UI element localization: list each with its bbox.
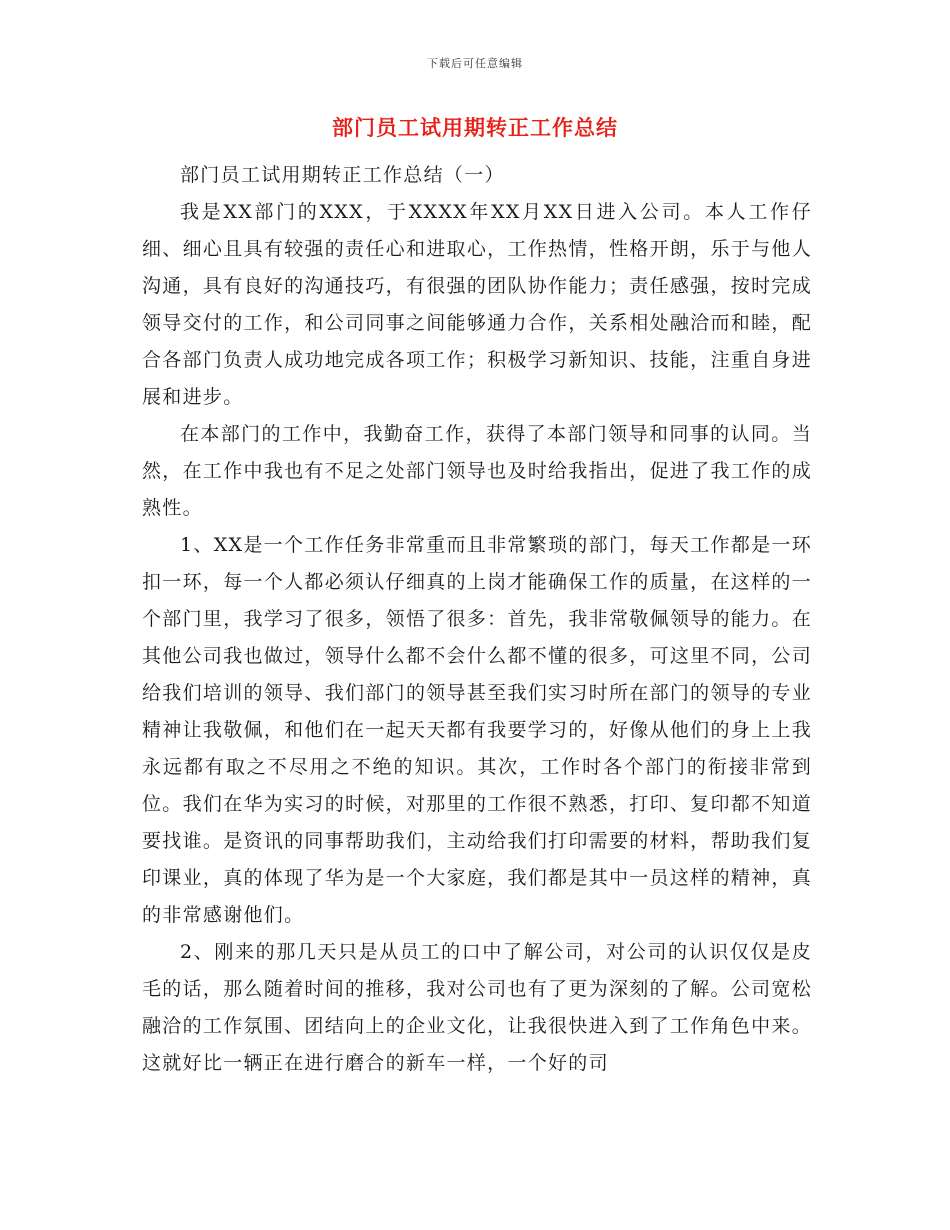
paragraph-4: 2、刚来的那几天只是从员工的口中了解公司，对公司的认识仅仅是皮毛的话，那么随着时间的推移，我对公司也有了更为深刻的了解。公司宽松融洽的工作氛围、团结向上的企业文化，让我很快进入到了工作角色中来。这就好比一辆正在进行磨合的新车一样，一个好的司 [142, 941, 812, 1074]
document-title: 部门员工试用期转正工作总结 [332, 115, 618, 140]
paragraph-1: 我是XX部门的XXX，于XXXX年XX月XX日进入公司。本人工作仔细、细心且具有较强的责任心和进取心，工作热情，性格开朗，乐于与他人沟通，具有良好的沟通技巧，有很强的团队协作能力；责任感强，按时完成领导交付的工作，和公司同事之间能够通力合作，关系相处融洽而和睦，配合各部门负责人成功地完成各项工作；积极学习新知识、技能，注重自身进展和进步。 [142, 201, 812, 408]
paragraph-2: 在本部门的工作中，我勤奋工作，获得了本部门领导和同事的认同。当然，在工作中我也有不足之处部门领导也及时给我指出，促进了我工作的成熟性。 [142, 423, 812, 519]
header-note: 下载后可任意编辑 [427, 57, 523, 70]
paragraph-3: 1、XX是一个工作任务非常重而且非常繁琐的部门，每天工作都是一环扣一环，每一个人都必须认仔细真的上岗才能确保工作的质量，在这样的一个部门里，我学习了很多，领悟了很多：首先，我非常敬佩领导的能力。在其他公司我也做过，领导什么都不会什么都不懂的很多，可这里不同，公司给我们培训的领导、我们部门的领导甚至我们实习时所在部门的领导的专业精神让我敬佩，和他们在一起天天都有我要学习的，好像从他们的身上上我永远都有取之不尽用之不绝的知识。其次，工作时各个部门的衔接非常到位。我们在华为实习的时候，对那里的工作很不熟悉，打印、复印都不知道要找谁。是资讯的同事帮助我们，主动给我们打印需要的材料，帮助我们复印课业，真的体现了华为是一个大家庭，我们都是其中一员这样的精神，真的非常感谢他们。 [142, 534, 812, 926]
document-subtitle: 部门员工试用期转正工作总结（一） [180, 164, 505, 186]
document-body [142, 157, 812, 1082]
